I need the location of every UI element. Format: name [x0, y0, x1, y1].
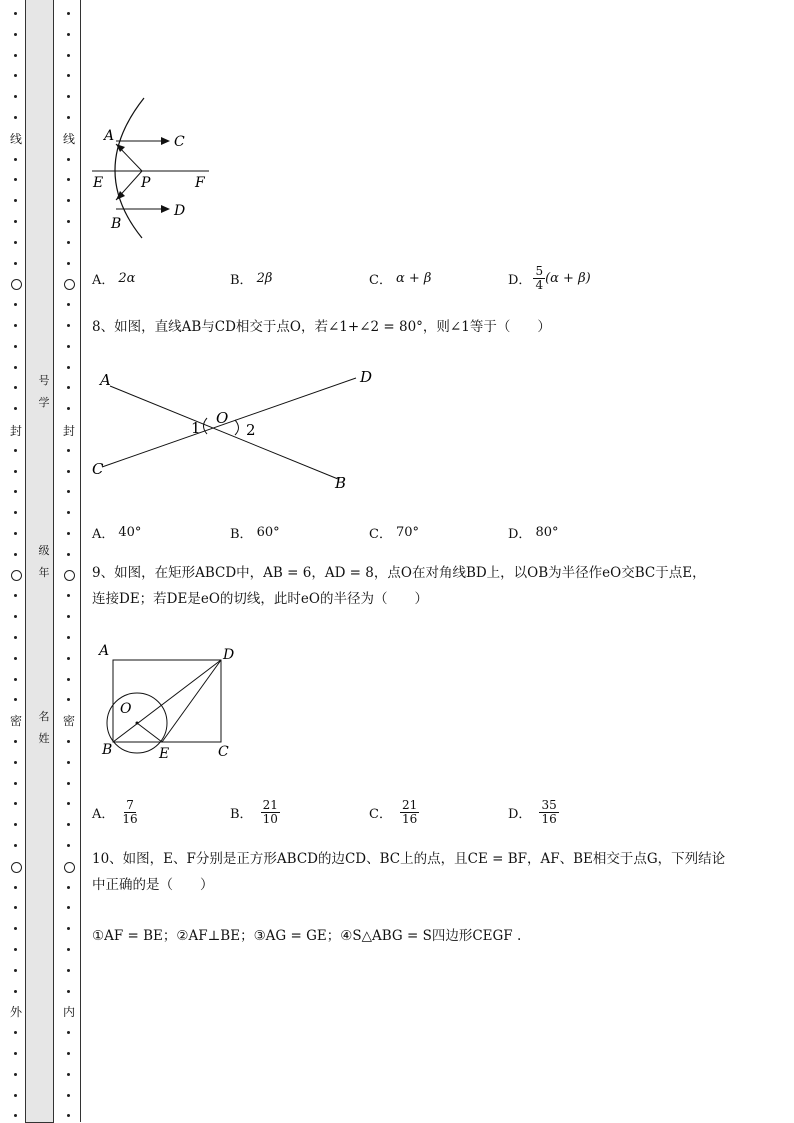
q9-option-a[interactable] [92, 792, 138, 832]
q7-option-b-text: 2β [256, 270, 273, 286]
q8-option-a[interactable] [92, 512, 141, 552]
q7-option-d-numerator: 5 [535, 263, 544, 278]
field-student-id-char-2: 学 [38, 396, 50, 409]
binding-dot [14, 802, 17, 805]
q7-label-p: P [141, 175, 151, 191]
inner-label-feng: 封 [62, 424, 75, 438]
binding-dot [14, 54, 17, 57]
q10-stem-line-2: 中正确的是（ ） [92, 877, 214, 893]
q7-option-c[interactable] [369, 258, 431, 298]
q9-option-d-letter: D． [508, 806, 532, 822]
binding-dot [67, 948, 70, 951]
q9-option-a-letter: A． [92, 806, 115, 822]
binding-dot [67, 12, 70, 15]
q7-option-b-letter: B． [230, 272, 253, 288]
q9-options [92, 792, 652, 832]
binding-dot [67, 303, 70, 306]
binding-dot [14, 199, 17, 202]
q9-option-c-denominator: 16 [401, 811, 418, 826]
q8-option-a-letter: A． [92, 526, 115, 542]
q8-label-2: 2 [246, 421, 256, 439]
q7-option-c-text: α + β [395, 270, 432, 286]
q9-option-a-denominator: 16 [122, 811, 138, 826]
binding-dot [14, 782, 17, 785]
binding-dot [67, 532, 70, 535]
binding-dot [14, 823, 17, 826]
q8-option-a-text: 40° [118, 524, 142, 540]
binding-dot [14, 615, 17, 618]
binding-dot [67, 345, 70, 348]
binding-dot [67, 95, 70, 98]
binding-dot [67, 1073, 70, 1076]
binding-dot [14, 511, 17, 514]
binding-dot [14, 906, 17, 909]
binding-dot [14, 969, 17, 972]
binding-dot [67, 1114, 70, 1117]
q9-option-c-numerator: 21 [401, 797, 418, 812]
field-name-char-1: 名 [38, 710, 50, 723]
q9-stem-line-1: 9、如图，在矩形ABCD中，AB = 6，AD = 8，点O在对角线BD上，以OB为半径作eO交BC于点E， [92, 565, 706, 581]
q7-figure [92, 90, 222, 250]
binding-dot [67, 823, 70, 826]
field-student-id-char-1: 号 [38, 374, 50, 387]
binding-dot [14, 158, 17, 161]
q7-option-d-fraction [533, 265, 545, 292]
binding-dot [14, 95, 17, 98]
q7-label-b: B [111, 216, 122, 232]
q7-option-d[interactable] [508, 258, 591, 298]
binding-dot [14, 366, 17, 369]
binding-dot [14, 948, 17, 951]
q7-option-a-letter: A． [92, 272, 115, 288]
q8-label-1: 1 [191, 419, 201, 437]
binding-dot [14, 33, 17, 36]
page-content [92, 0, 772, 1123]
q8-label-a: A [100, 371, 111, 389]
binding-dot [14, 678, 17, 681]
binding-dot [67, 1031, 70, 1034]
binding-dot [67, 386, 70, 389]
binding-dot [14, 1114, 17, 1117]
binding-dot [14, 386, 17, 389]
binding-dot [67, 407, 70, 410]
binding-dot [14, 886, 17, 889]
binding-dot [67, 698, 70, 701]
binding-dot [14, 220, 17, 223]
binding-dot [14, 324, 17, 327]
binding-dot [67, 262, 70, 265]
binding-dot [67, 116, 70, 119]
binding-dot [14, 74, 17, 77]
q9-label-c: C [218, 744, 229, 760]
q9-option-d-denominator: 16 [541, 811, 557, 826]
binding-dot [67, 511, 70, 514]
binding-dot [14, 178, 17, 181]
binding-dot [14, 1073, 17, 1076]
outer-label-mi: 密 [9, 714, 22, 728]
q8-option-c[interactable] [369, 512, 419, 552]
binding-dot [14, 740, 17, 743]
binding-dot [67, 969, 70, 972]
binding-dot [67, 54, 70, 57]
binding-dot [67, 990, 70, 993]
q7-label-e: E [93, 175, 104, 191]
binding-dot [67, 886, 70, 889]
q8-figure [92, 362, 392, 497]
q7-option-d-denominator: 4 [535, 277, 544, 292]
q9-label-b: B [102, 742, 113, 758]
binding-dot [14, 470, 17, 473]
binding-dot [67, 220, 70, 223]
q9-option-a-fraction [122, 799, 137, 826]
binding-circle-outer-2 [11, 570, 22, 581]
binding-dot [67, 490, 70, 493]
binding-dot [14, 990, 17, 993]
binding-dot [14, 844, 17, 847]
binding-dot [67, 1052, 70, 1055]
q10-statements: ①AF = BE；②AF⊥BE；③AG = GE；④S△ABG = S四边形CEGF . [92, 928, 522, 944]
q7-label-c: C [174, 134, 185, 150]
binding-dot [67, 615, 70, 618]
binding-dot [67, 324, 70, 327]
q7-options [92, 258, 652, 298]
q9-option-d[interactable] [508, 792, 559, 832]
outer-label-xian: 线 [9, 132, 22, 146]
q9-option-c-letter: C． [369, 806, 392, 822]
binding-dot [14, 407, 17, 410]
binding-dot [67, 366, 70, 369]
binding-circle-outer-1 [11, 279, 22, 290]
q8-label-b: B [335, 474, 347, 492]
q9-stem-line-2: 连接DE；若DE是eO的切线，此时eO的半径为（ ） [92, 591, 428, 607]
q9-label-o: O [120, 701, 132, 717]
q9-option-c-fraction [400, 799, 419, 826]
q8-stem: 8、如图，直线AB与CD相交于点O，若∠1+∠2 = 80°，则∠1等于（ ） [92, 319, 551, 335]
binding-dot [14, 262, 17, 265]
q9-label-d: D [223, 647, 235, 663]
binding-dot [67, 657, 70, 660]
binding-dot [67, 844, 70, 847]
binding-dot [67, 74, 70, 77]
q7-option-d-tail: (α + β) [545, 270, 591, 286]
binding-dot [67, 470, 70, 473]
q8-option-b-letter: B． [230, 526, 253, 542]
binding-dot [14, 594, 17, 597]
binding-dot [67, 158, 70, 161]
binding-dot [14, 449, 17, 452]
binding-dot [67, 782, 70, 785]
q7-label-d: D [174, 203, 186, 219]
binding-dot [14, 1031, 17, 1034]
field-name-char-2: 姓 [38, 732, 50, 745]
binding-dot [14, 1094, 17, 1097]
q8-option-c-letter: C． [369, 526, 392, 542]
outer-label-feng: 封 [9, 424, 22, 438]
q8-label-o: O [216, 409, 229, 427]
binding-dot [14, 1052, 17, 1055]
inner-label-xian: 线 [62, 132, 75, 146]
binding-dot [67, 678, 70, 681]
field-grade-char-1: 级 [38, 544, 50, 557]
binding-dot [67, 553, 70, 556]
binding-dot [67, 802, 70, 805]
binding-dot [67, 636, 70, 639]
q9-option-d-fraction [539, 799, 558, 826]
q7-option-d-letter: D． [508, 272, 532, 288]
outer-label-wai: 外 [9, 1005, 22, 1019]
q9-label-e: E [159, 746, 170, 762]
q9-option-d-numerator: 35 [541, 797, 557, 812]
binding-dot [67, 906, 70, 909]
binding-dot [67, 1094, 70, 1097]
q8-option-d-text: 80° [535, 524, 559, 540]
q10-stem-line-1: 10、如图，E、F分别是正方形ABCD的边CD、BC上的点，且CE = BF，AF、BE相交于点G，下列结论 [92, 851, 726, 867]
binding-dot [14, 927, 17, 930]
q7-option-b[interactable] [230, 258, 272, 298]
binding-margin [0, 0, 82, 1123]
q9-option-a-numerator: 7 [126, 797, 134, 812]
binding-dot [67, 449, 70, 452]
q7-label-a: A [104, 128, 115, 144]
binding-dot [67, 241, 70, 244]
q8-option-b[interactable] [230, 512, 280, 552]
binding-dot [67, 594, 70, 597]
binding-dot [14, 12, 17, 15]
q9-option-b-denominator: 10 [262, 811, 278, 826]
q9-label-a: A [99, 643, 110, 659]
binding-dot [14, 345, 17, 348]
binding-dot [14, 303, 17, 306]
binding-dot [14, 532, 17, 535]
binding-circle-outer-3 [11, 862, 22, 873]
q9-figure [92, 640, 252, 770]
q8-option-b-text: 60° [256, 524, 280, 540]
q9-option-c[interactable] [369, 792, 419, 832]
binding-circle-inner-1 [64, 279, 75, 290]
q9-option-b[interactable] [230, 792, 280, 832]
binding-dot [14, 761, 17, 764]
q7-option-a[interactable] [92, 258, 135, 298]
q9-option-b-fraction [261, 799, 280, 826]
binding-dot [14, 116, 17, 119]
binding-dot [67, 761, 70, 764]
q9-option-b-numerator: 21 [262, 797, 278, 812]
binding-dot [14, 553, 17, 556]
binding-dot [67, 199, 70, 202]
binding-dot [14, 490, 17, 493]
q8-option-c-text: 70° [395, 524, 419, 540]
binding-dot [67, 33, 70, 36]
binding-circle-inner-3 [64, 862, 75, 873]
binding-circle-inner-2 [64, 570, 75, 581]
q8-option-d-letter: D． [508, 526, 532, 542]
binding-dot [67, 927, 70, 930]
q8-option-d[interactable] [508, 512, 558, 552]
binding-dot [14, 241, 17, 244]
binding-dot [67, 178, 70, 181]
binding-grey-strip [25, 0, 54, 1123]
binding-dot [67, 740, 70, 743]
binding-dot [14, 657, 17, 660]
q8-options [92, 512, 652, 552]
q9-option-b-letter: B． [230, 806, 253, 822]
binding-dot [14, 698, 17, 701]
field-grade-char-2: 年 [38, 566, 50, 579]
binding-dot [14, 636, 17, 639]
q7-option-a-text: 2α [118, 270, 136, 286]
q7-label-f: F [195, 175, 205, 191]
q8-label-c: C [92, 460, 104, 478]
binding-right-border [80, 0, 81, 1122]
q7-option-c-letter: C． [369, 272, 392, 288]
q8-label-d: D [360, 368, 373, 386]
inner-label-nei: 内 [62, 1005, 75, 1019]
inner-label-mi: 密 [62, 714, 75, 728]
